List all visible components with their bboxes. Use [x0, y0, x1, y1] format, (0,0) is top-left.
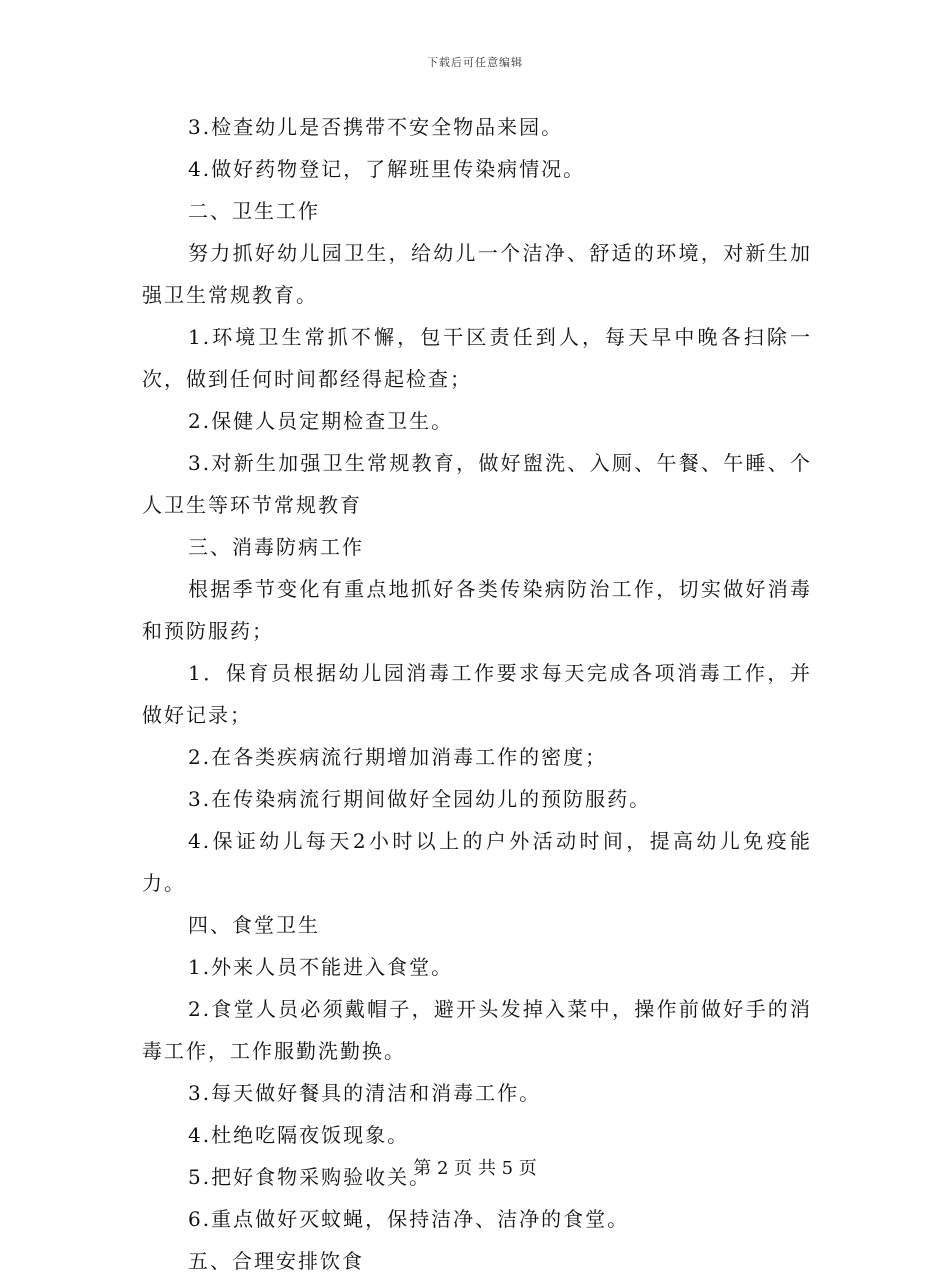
section-heading: 四、食堂卫生	[188, 913, 320, 937]
paragraph: 3.在传染病流行期间做好全园幼儿的预防服药。	[188, 787, 652, 811]
paragraph: 6.重点做好灭蚊蝇，保持洁净、洁净的食堂。	[188, 1207, 630, 1231]
section-heading: 二、卫生工作	[188, 199, 320, 223]
section-heading: 五、合理安排饮食	[188, 1249, 364, 1273]
paragraph: 2.食堂人员必须戴帽子，避开头发掉入菜中，操作前做好手的消毒工作，工作服勤洗勤换。	[142, 997, 812, 1063]
paragraph: 5.把好食物采购验收关。	[188, 1165, 432, 1189]
paragraph: 1.环境卫生常抓不懈，包干区责任到人，每天早中晚各扫除一次，做到任何时间都经得起检查；	[142, 325, 812, 391]
paragraph: 2.在各类疾病流行期增加消毒工作的密度；	[188, 745, 608, 769]
paragraph: 努力抓好幼儿园卫生，给幼儿一个洁净、舒适的环境，对新生加强卫生常规教育。	[142, 241, 812, 307]
paragraph: 1.外来人员不能进入食堂。	[188, 955, 454, 979]
paragraph: 4.保证幼儿每天2小时以上的户外活动时间，提高幼儿免疫能力。	[142, 829, 812, 895]
section-heading: 三、消毒防病工作	[188, 535, 364, 559]
document-body	[142, 106, 812, 1282]
paragraph: 2.保健人员定期检查卫生。	[188, 409, 454, 433]
paragraph: 4.杜绝吃隔夜饭现象。	[188, 1123, 410, 1147]
paragraph: 根据季节变化有重点地抓好各类传染病防治工作，切实做好消毒和预防服药；	[142, 577, 812, 643]
paragraph: 3.每天做好餐具的清洁和消毒工作。	[188, 1081, 542, 1105]
paragraph: 3.检查幼儿是否携带不安全物品来园。	[188, 115, 564, 139]
header-note: 下载后可任意编辑	[427, 56, 523, 69]
paragraph: 4.做好药物登记，了解班里传染病情况。	[188, 157, 586, 181]
paragraph: 1．保育员根据幼儿园消毒工作要求每天完成各项消毒工作，并做好记录；	[142, 661, 812, 727]
page-number-footer: 第 2 页 共 5 页	[413, 1158, 537, 1179]
paragraph: 3.对新生加强卫生常规教育，做好盥洗、入厕、午餐、午睡、个人卫生等环节常规教育	[142, 451, 812, 517]
